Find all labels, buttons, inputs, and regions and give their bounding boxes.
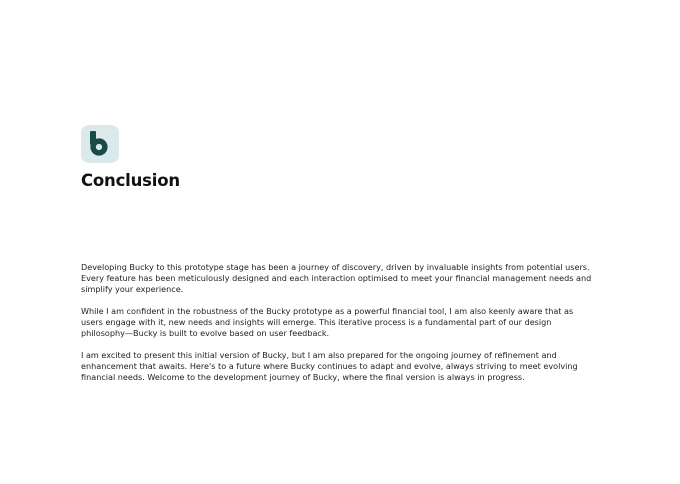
paragraph: While I am confident in the robustness of the Bucky prototype as a powerful financial tool, I am also keenly aware that as users engage with it, new needs and insights will emerge. This iterative process is a fundamental part of our design philosophy—Bucky is built to evolve based on user feedback. (81, 306, 574, 338)
body-text (81, 262, 596, 394)
bucky-logo (81, 125, 119, 163)
paragraph: Developing Bucky to this prototype stage has been a journey of discovery, driven by invaluable insights from potential users. Every feature has been meticulously designed and each interaction optimised to meet your financial management needs and simplify your experience. (81, 262, 592, 294)
page-title: Conclusion (81, 171, 180, 190)
paragraph: I am excited to present this initial version of Bucky, but I am also prepared for the ongoing journey of refinement and enhancement that awaits. Here's to a future where Bucky continues to adapt and evolve, always striving to meet evolving financial needs. Welcome to the development journey of Bucky, where the final version is always in progress. (81, 350, 578, 382)
bucky-b-logo-icon (81, 125, 119, 163)
